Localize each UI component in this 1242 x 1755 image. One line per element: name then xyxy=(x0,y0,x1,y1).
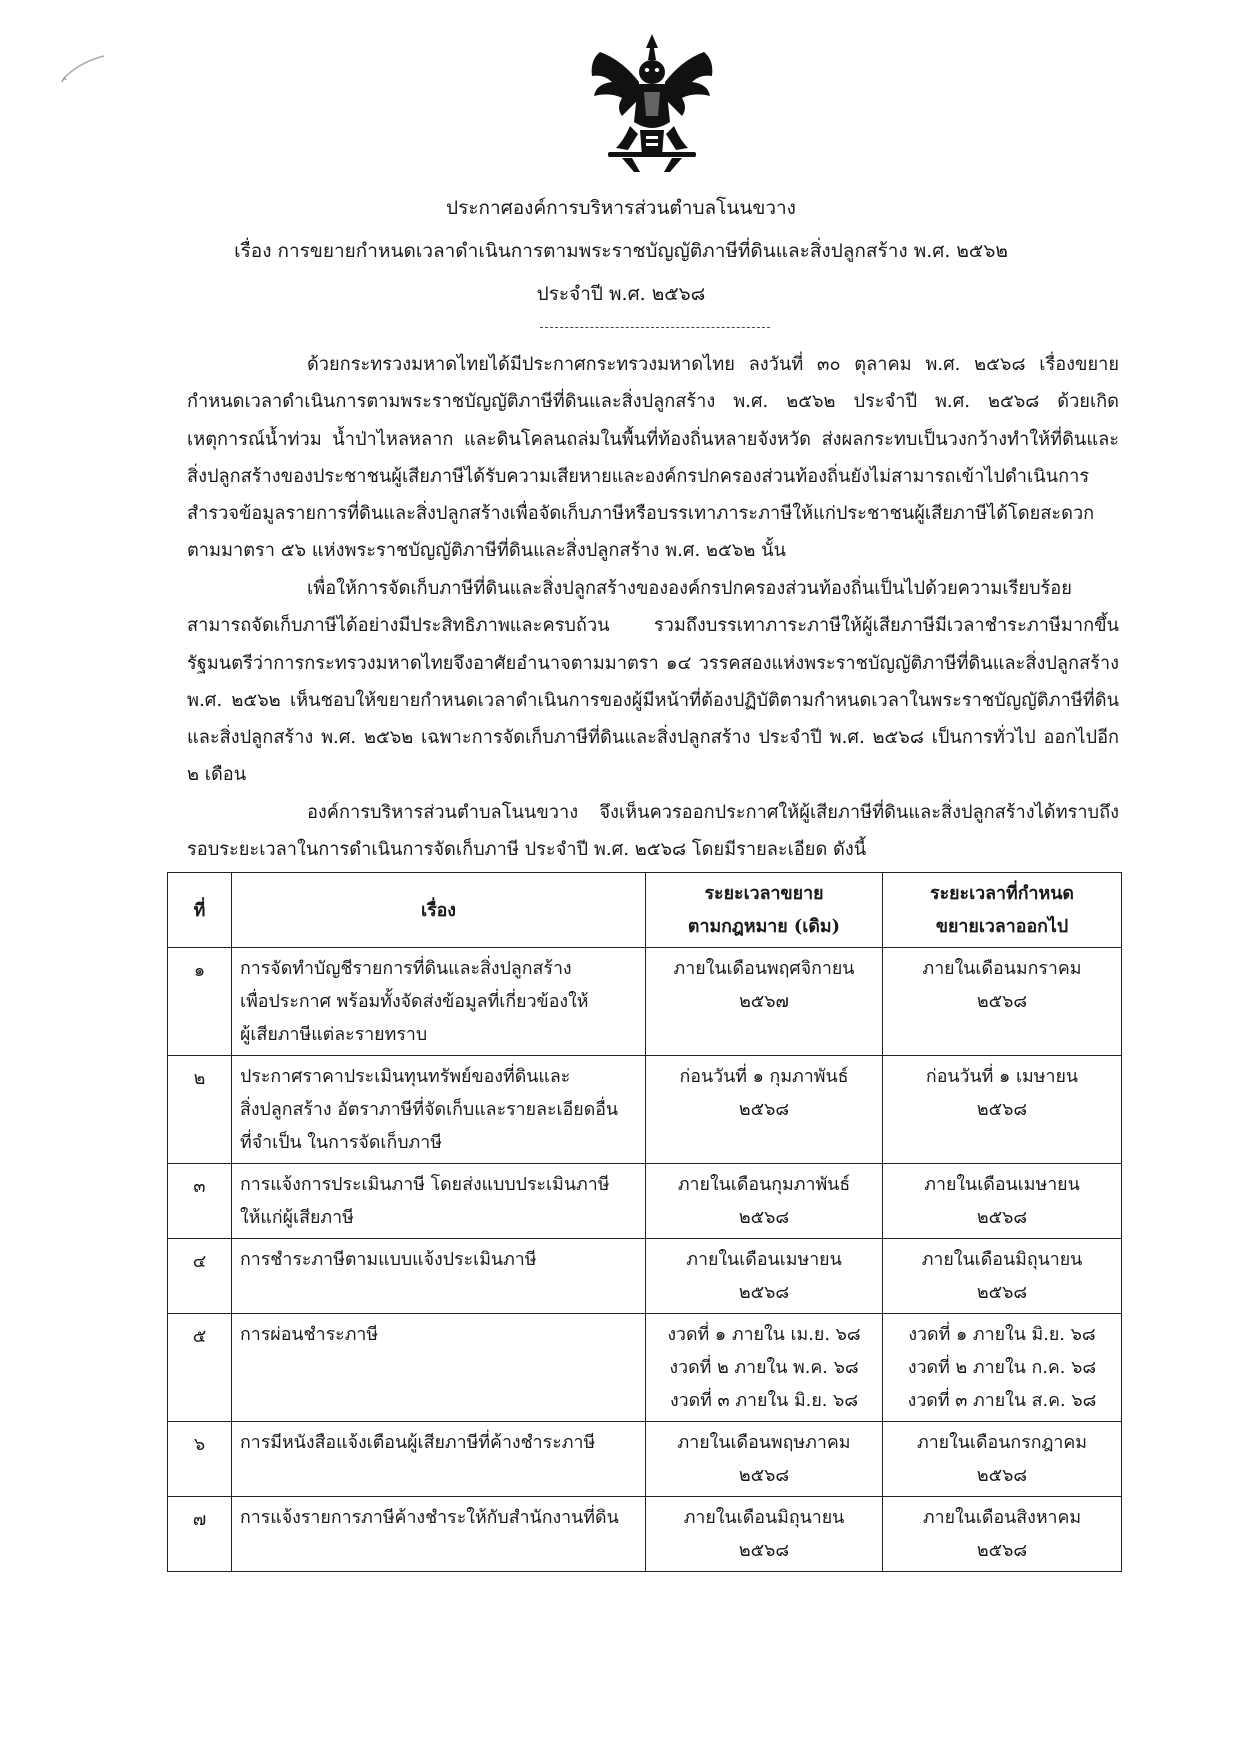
row-topic xyxy=(232,1056,646,1164)
row-original-deadline-line: งวดที่ ๓ ภายใน มิ.ย. ๖๘ xyxy=(669,1390,859,1411)
row-topic-line: ประกาศราคาประเมินทุนทรัพย์ของที่ดินและ xyxy=(240,1066,571,1087)
header-original-line-2: ตามกฎหมาย (เดิม) xyxy=(687,916,841,937)
header-original xyxy=(646,873,883,948)
row-original-deadline-line: งวดที่ ๒ ภายใน พ.ค. ๖๘ xyxy=(669,1357,859,1378)
row-topic-line: ที่จำเป็น ในการจัดเก็บภาษี xyxy=(240,1132,442,1153)
row-extended-deadline-line: ๒๕๖๘ xyxy=(976,1465,1028,1486)
table-row xyxy=(168,948,1122,1056)
row-extended-deadline-line: ภายในเดือนเมษายน xyxy=(924,1174,1080,1195)
header-extended xyxy=(883,873,1122,948)
row-original-deadline xyxy=(646,1497,883,1572)
row-topic xyxy=(232,1422,646,1497)
row-extended-deadline xyxy=(883,1314,1122,1422)
row-number: ๑ xyxy=(168,948,232,1056)
garuda-emblem xyxy=(582,30,722,175)
header-original-line-1: ระยะเวลาขยาย xyxy=(704,883,824,904)
row-topic xyxy=(232,1497,646,1572)
row-topic xyxy=(232,1239,646,1314)
paragraph-1 xyxy=(187,346,1119,570)
row-number: ๗ xyxy=(168,1497,232,1572)
table-row xyxy=(168,1497,1122,1572)
row-original-deadline-line: ๒๕๖๗ xyxy=(739,991,789,1012)
scan-smudge xyxy=(60,48,120,88)
row-topic-line: สิ่งปลูกสร้าง อัตราภาษีที่จัดเก็บและรายละเอียดอื่น xyxy=(240,1099,619,1120)
row-original-deadline xyxy=(646,1164,883,1239)
header-extended-line-1: ระยะเวลาที่กำหนด xyxy=(930,883,1074,904)
row-topic-line: ผู้เสียภาษีแต่ละรายทราบ xyxy=(240,1024,428,1045)
row-original-deadline-line: ๒๕๖๘ xyxy=(738,1282,790,1303)
row-extended-deadline-line: งวดที่ ๑ ภายใน มิ.ย. ๖๘ xyxy=(908,1324,1096,1345)
header-topic: เรื่อง xyxy=(232,873,646,948)
row-extended-deadline-line: งวดที่ ๒ ภายใน ก.ค. ๖๘ xyxy=(907,1357,1097,1378)
row-original-deadline-line: ภายในเดือนเมษายน xyxy=(686,1249,842,1270)
row-extended-deadline xyxy=(883,1497,1122,1572)
paragraph-1-text: ด้วยกระทรวงมหาดไทยได้มีประกาศกระทรวงมหาดไทย ลงวันที่ ๓๐ ตุลาคม พ.ศ. ๒๕๖๘ เรื่องขยายกำหนดเวลาดำเนินการตามพระราชบัญญัติภาษีที่ดินและสิ่งปลูกสร้าง พ.ศ. ๒๕๖๒ ประจำปี พ.ศ. ๒๕๖๘ ด้วยเกิดเหตุการณ์น้ำท่วม น้ำป่าไหลหลาก และดินโคลนถล่มในพื้นที่ท้องถิ่นหลายจังหวัด ส่งผลกระทบเป็นวงกว้างทำให้ที่ดินและสิ่งปลูกสร้างของประชาชนผู้เสียภาษีได้รับความเสียหายและองค์กรปกครองส่วนท้องถิ่นยังไม่สามารถเข้าไปดำเนินการสำรวจข้อมูลรายการที่ดินและสิ่งปลูกสร้างเพื่อจัดเก็บภาษีหรือบรรเทาภาระภาษีให้แก่ประชาชนผู้เสียภาษีได้โดยสะดวกตามมาตรา ๕๖ แห่งพระราชบัญญัติภาษีที่ดินและสิ่งปลูกสร้าง พ.ศ. ๒๕๖๒ นั้น xyxy=(187,354,1119,562)
row-original-deadline-line: งวดที่ ๑ ภายใน เม.ย. ๖๘ xyxy=(667,1324,861,1345)
row-number: ๕ xyxy=(168,1314,232,1422)
row-topic-line: ให้แก่ผู้เสียภาษี xyxy=(240,1207,354,1228)
table-row xyxy=(168,1422,1122,1497)
row-extended-deadline xyxy=(883,1422,1122,1497)
row-extended-deadline xyxy=(883,1056,1122,1164)
row-original-deadline-line: ภายในเดือนกุมภาพันธ์ xyxy=(677,1174,851,1195)
paragraph-3-text: องค์การบริหารส่วนตำบลโนนขวาง จึงเห็นควรออกประกาศให้ผู้เสียภาษีที่ดินและสิ่งปลูกสร้างได้ทราบถึงรอบระยะเวลาในการดำเนินการจัดเก็บภาษี ประจำปี พ.ศ. ๒๕๖๘ โดยมีรายละเอียด ดังนี้ xyxy=(187,802,1119,861)
row-topic xyxy=(232,1314,646,1422)
row-extended-deadline-line: ภายในเดือนกรกฎาคม xyxy=(916,1432,1088,1453)
schedule-body xyxy=(168,948,1122,1572)
row-extended-deadline-line: ๒๕๖๘ xyxy=(976,1282,1028,1303)
paragraph-2-text: เพื่อให้การจัดเก็บภาษีที่ดินและสิ่งปลูกสร้างขององค์กรปกครองส่วนท้องถิ่นเป็นไปด้วยความเรียบร้อยสามารถจัดเก็บภาษีได้อย่างมีประสิทธิภาพและครบถ้วน รวมถึงบรรเทาภาระภาษีให้ผู้เสียภาษีมีเวลาชำระภาษีมากขึ้น รัฐมนตรีว่าการกระทรวงมหาดไทยจึงอาศัยอำนาจตามมาตรา ๑๔ วรรคสองแห่งพระราชบัญญัติภาษีที่ดินและสิ่งปลูกสร้าง พ.ศ. ๒๕๖๒ เห็นชอบให้ขยายกำหนดเวลาดำเนินการของผู้มีหน้าที่ต้องปฏิบัติตามกำหนดเวลาในพระราชบัญญัติภาษีที่ดินและสิ่งปลูกสร้าง พ.ศ. ๒๕๖๒ เฉพาะการจัดเก็บภาษีที่ดินและสิ่งปลูกสร้าง ประจำปี พ.ศ. ๒๕๖๘ เป็นการทั่วไป ออกไปอีก ๒ เดือน xyxy=(187,578,1119,786)
row-topic-line: การจัดทำบัญชีรายการที่ดินและสิ่งปลูกสร้าง xyxy=(240,958,572,979)
header-divider xyxy=(540,327,770,328)
row-number: ๖ xyxy=(168,1422,232,1497)
row-extended-deadline-line: ๒๕๖๘ xyxy=(976,1207,1028,1228)
table-header-row xyxy=(168,873,1122,948)
row-extended-deadline xyxy=(883,948,1122,1056)
announcement-subject: เรื่อง การขยายกำหนดเวลาดำเนินการตามพระราชบัญญัติภาษีที่ดินและสิ่งปลูกสร้าง พ.ศ. ๒๕๖๒ xyxy=(234,240,1008,262)
row-original-deadline xyxy=(646,1422,883,1497)
row-extended-deadline-line: งวดที่ ๓ ภายใน ส.ค. ๖๘ xyxy=(907,1390,1097,1411)
row-topic-line: การผ่อนชำระภาษี xyxy=(240,1324,379,1345)
row-original-deadline xyxy=(646,948,883,1056)
row-topic-line: การแจ้งการประเมินภาษี โดยส่งแบบประเมินภาษี xyxy=(240,1174,610,1195)
header-no: ที่ xyxy=(168,873,232,948)
paragraph-3 xyxy=(187,794,1119,869)
row-extended-deadline-line: ๒๕๖๘ xyxy=(976,1540,1028,1561)
row-topic xyxy=(232,948,646,1056)
announcement-year: ประจำปี พ.ศ. ๒๕๖๘ xyxy=(536,283,706,305)
row-extended-deadline-line: ๒๕๖๘ xyxy=(976,1099,1028,1120)
row-original-deadline-line: ก่อนวันที่ ๑ กุมภาพันธ์ xyxy=(679,1066,849,1087)
row-topic-line: การชำระภาษีตามแบบแจ้งประเมินภาษี xyxy=(240,1249,537,1270)
row-number: ๔ xyxy=(168,1239,232,1314)
row-topic-line: เพื่อประกาศ พร้อมทั้งจัดส่งข้อมูลที่เกี่ยวข้องให้ xyxy=(240,991,589,1012)
row-original-deadline-line: ๒๕๖๘ xyxy=(738,1207,790,1228)
row-extended-deadline xyxy=(883,1164,1122,1239)
row-number: ๓ xyxy=(168,1164,232,1239)
row-original-deadline-line: ๒๕๖๘ xyxy=(738,1099,790,1120)
row-original-deadline-line: ภายในเดือนมิถุนายน xyxy=(683,1507,845,1528)
row-original-deadline-line: ๒๕๖๘ xyxy=(738,1465,790,1486)
header-extended-line-2: ขยายเวลาออกไป xyxy=(935,916,1069,937)
table-row xyxy=(168,1314,1122,1422)
row-original-deadline-line: ภายในเดือนพฤศจิกายน xyxy=(673,958,855,979)
row-original-deadline xyxy=(646,1239,883,1314)
row-original-deadline-line: ภายในเดือนพฤษภาคม xyxy=(677,1432,851,1453)
table-row xyxy=(168,1056,1122,1164)
row-original-deadline xyxy=(646,1314,883,1422)
row-extended-deadline-line: ภายในเดือนมกราคม xyxy=(922,958,1082,979)
paragraph-2 xyxy=(187,570,1119,794)
row-extended-deadline-line: ๒๕๖๘ xyxy=(976,991,1028,1012)
table-row xyxy=(168,1164,1122,1239)
row-extended-deadline-line: ก่อนวันที่ ๑ เมษายน xyxy=(925,1066,1079,1087)
row-extended-deadline-line: ภายในเดือนมิถุนายน xyxy=(921,1249,1083,1270)
table-row xyxy=(168,1239,1122,1314)
row-topic-line: การแจ้งรายการภาษีค้างชำระให้กับสำนักงานที่ดิน xyxy=(240,1507,619,1528)
row-extended-deadline xyxy=(883,1239,1122,1314)
row-extended-deadline-line: ภายในเดือนสิงหาคม xyxy=(922,1507,1082,1528)
row-topic xyxy=(232,1164,646,1239)
row-original-deadline xyxy=(646,1056,883,1164)
row-number: ๒ xyxy=(168,1056,232,1164)
announcement-title: ประกาศองค์การบริหารส่วนตำบลโนนขวาง xyxy=(446,197,796,219)
schedule-table xyxy=(167,872,1122,1572)
row-topic-line: การมีหนังสือแจ้งเตือนผู้เสียภาษีที่ค้างชำระภาษี xyxy=(240,1432,596,1453)
row-original-deadline-line: ๒๕๖๘ xyxy=(738,1540,790,1561)
